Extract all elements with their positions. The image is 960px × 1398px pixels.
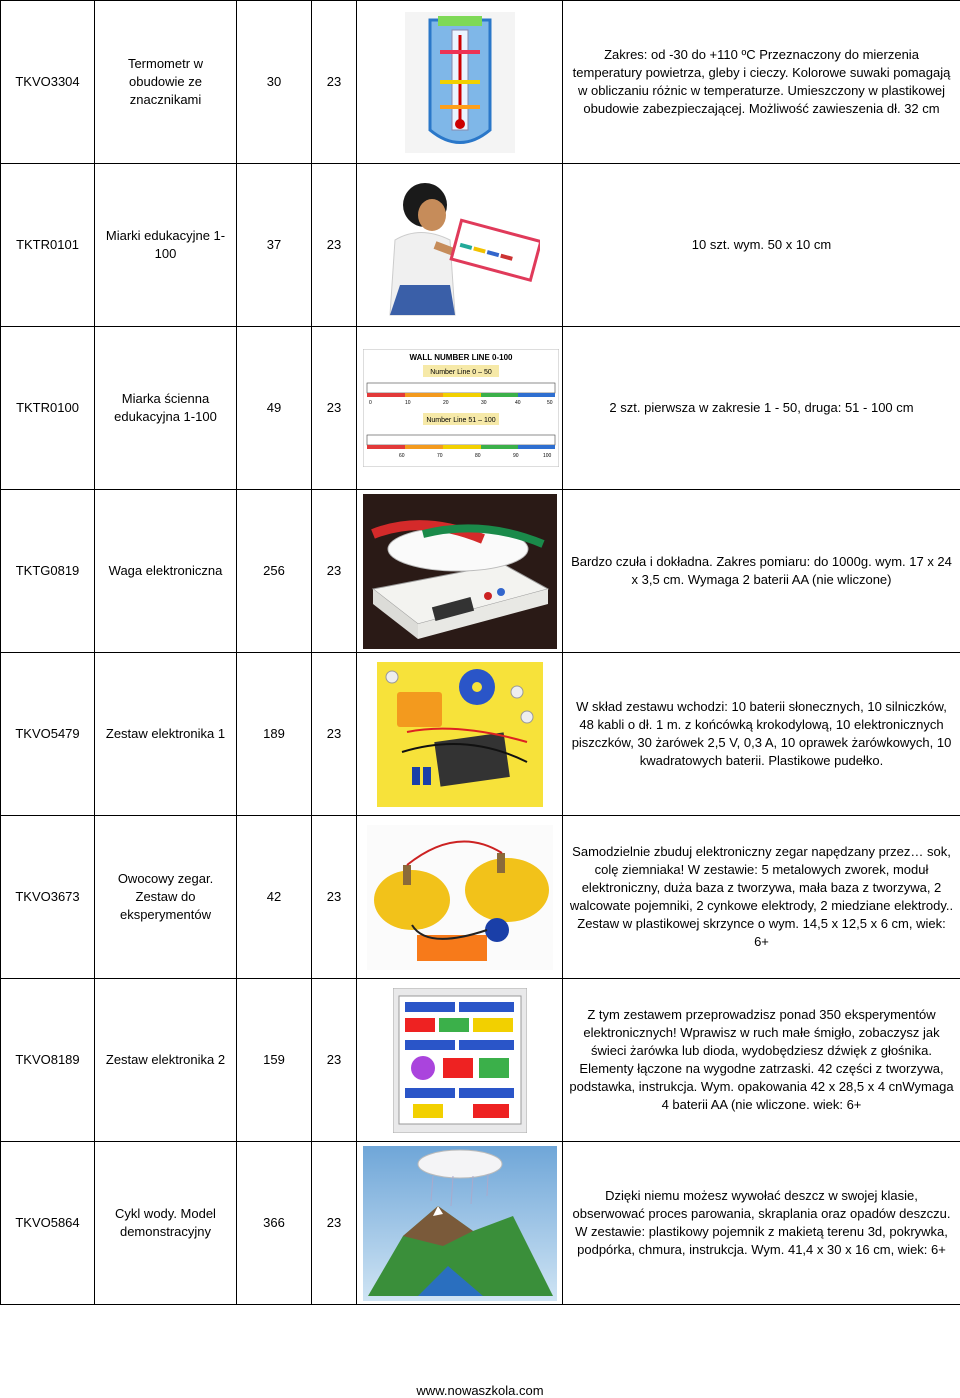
product-vat: 23 [312,164,357,327]
product-vat: 23 [312,490,357,653]
product-description: 10 szt. wym. 50 x 10 cm [563,164,960,327]
product-image-cell [357,653,563,816]
product-description: Bardzo czuła i dokładna. Zakres pomiaru: do 1000g. wym. 17 x 24 x 3,5 cm. Wymaga 2 baterii AA (nie wliczone) [563,490,960,653]
product-description: Zakres: od -30 do +110 ºC Przeznaczony do mierzenia temperatury powietrza, gleby i cieczy. Kolorowe suwaki pomagają w obliczaniu różnic w temperaturze. Umieszczony w plastikowej obudowie zabezpieczającej. Możliwość zawieszenia dł. 32 cm [563,1,960,164]
product-name: Zestaw elektronika 1 [95,653,237,816]
product-image-cell [357,490,563,653]
product-image-cell [357,816,563,979]
tick-label: 60 [399,453,405,459]
tick-label: 10 [405,400,411,406]
product-image-cell [357,164,563,327]
product-vat: 23 [312,653,357,816]
product-price: 159 [237,979,312,1142]
tick-label: 80 [475,453,481,459]
product-description: Z tym zestawem przeprowadzisz ponad 350 eksperymentów elektronicznych! Wprawisz w ruch małe śmigło, zobaczysz jak świeci żarówka lub dioda, wydobędziesz dźwięk z głośnika. Elementy łączone na wygodne zatrzaski. 42 części z tworzywa, podstawka, instrukcja. Wym. opakowania 42 x 28,5 x 4 cnWymaga 4 baterii AA (nie wliczone. wiek: 6+ [563,979,960,1142]
table-row [1,979,960,1142]
product-vat: 23 [312,1142,357,1305]
wall-number-line-photo [363,349,559,467]
tick-label: 100 [543,453,552,459]
product-code: TKTG0819 [1,490,95,653]
number-line-label-1: Number Line 0 – 50 [430,369,492,376]
ruler-strip-1 [367,383,555,397]
product-price: 189 [237,653,312,816]
electronics-kit-photo [377,662,543,807]
product-description: Dzięki niemu możesz wywołać deszcz w swojej klasie, obserwować proces parowania, skraplania oraz opadów deszczu. W zestawie: plastikowy pojemnik z makietą terenu 3d, pokrywka, podpórka, chmura, instrukcja. Wym. 41,4 x 30 x 16 cm, wiek: 6+ [563,1142,960,1305]
electronic-scale-photo [363,494,557,649]
product-image-cell [357,1142,563,1305]
product-image-cell [357,327,563,490]
water-cycle-model-photo [363,1146,557,1301]
product-name: Zestaw elektronika 2 [95,979,237,1142]
product-name: Termometr w obudowie ze znacznikami [95,1,237,164]
thermometer-photo [400,10,520,155]
product-name: Cykl wody. Model demonstracyjny [95,1142,237,1305]
product-price: 256 [237,490,312,653]
product-image-cell [357,979,563,1142]
fruit-clock-photo [367,825,553,970]
snap-circuits-photo [393,988,527,1133]
child-with-ruler-photo [380,170,540,320]
product-price: 30 [237,1,312,164]
product-code: TKTR0100 [1,327,95,490]
product-name: Miarka ścienna edukacyjna 1-100 [95,327,237,490]
table-row [1,327,960,490]
product-code: TKVO5864 [1,1142,95,1305]
number-line-label-2: Number Line 51 – 100 [426,417,496,424]
tick-label: 30 [481,400,487,406]
tick-label: 70 [437,453,443,459]
product-vat: 23 [312,327,357,490]
tick-label: 50 [547,400,553,406]
table-row [1,653,960,816]
table-row [1,164,960,327]
tick-label: 0 [369,400,372,406]
product-price: 42 [237,816,312,979]
product-code: TKVO8189 [1,979,95,1142]
product-description: W skład zestawu wchodzi: 10 baterii słonecznych, 10 silniczków, 48 kabli o dł. 1 m. z końcówką krokodylową, 10 elektronicznych piszczków, 30 żarówek 2,5 V, 0,3 A, 10 oprawek żarówkowych, 10 kwadratowych baterii. Plastikowe pudełko. [563,653,960,816]
product-description: Samodzielnie zbuduj elektroniczny zegar napędzany przez… sok, colę ziemniaka! W zestawie: 5 metalowych zworek, moduł elektroniczny, duża baza z tworzywa, mała baza z tworzywa, 2 walcowate pojemniki, 2 cynkowe elektrody, 2 miedziane elektrody.. Zestaw w plastikowej skrzynce o wym. 14,5 x 12,5 x 6 cm, wiek: 6+ [563,816,960,979]
product-vat: 23 [312,816,357,979]
tick-label: 40 [515,400,521,406]
product-price: 366 [237,1142,312,1305]
tick-label: 20 [443,400,449,406]
product-code: TKVO5479 [1,653,95,816]
product-code: TKTR0101 [1,164,95,327]
tick-label: 90 [513,453,519,459]
product-image-cell [357,1,563,164]
table-row [1,1,960,164]
product-vat: 23 [312,979,357,1142]
product-description: 2 szt. pierwsza w zakresie 1 - 50, druga: 51 - 100 cm [563,327,960,490]
product-price: 37 [237,164,312,327]
table-row [1,490,960,653]
ruler-strip-2 [367,435,555,449]
product-vat: 23 [312,1,357,164]
table-row [1,816,960,979]
product-code: TKVO3304 [1,1,95,164]
footer-url: www.nowaszkola.com [416,1383,544,1398]
product-name: Owocowy zegar. Zestaw do eksperymentów [95,816,237,979]
table-row [1,1142,960,1305]
product-code: TKVO3673 [1,816,95,979]
number-line-title: WALL NUMBER LINE 0-100 [409,353,513,362]
product-name: Miarki edukacyjne 1-100 [95,164,237,327]
product-name: Waga elektroniczna [95,490,237,653]
product-price: 49 [237,327,312,490]
